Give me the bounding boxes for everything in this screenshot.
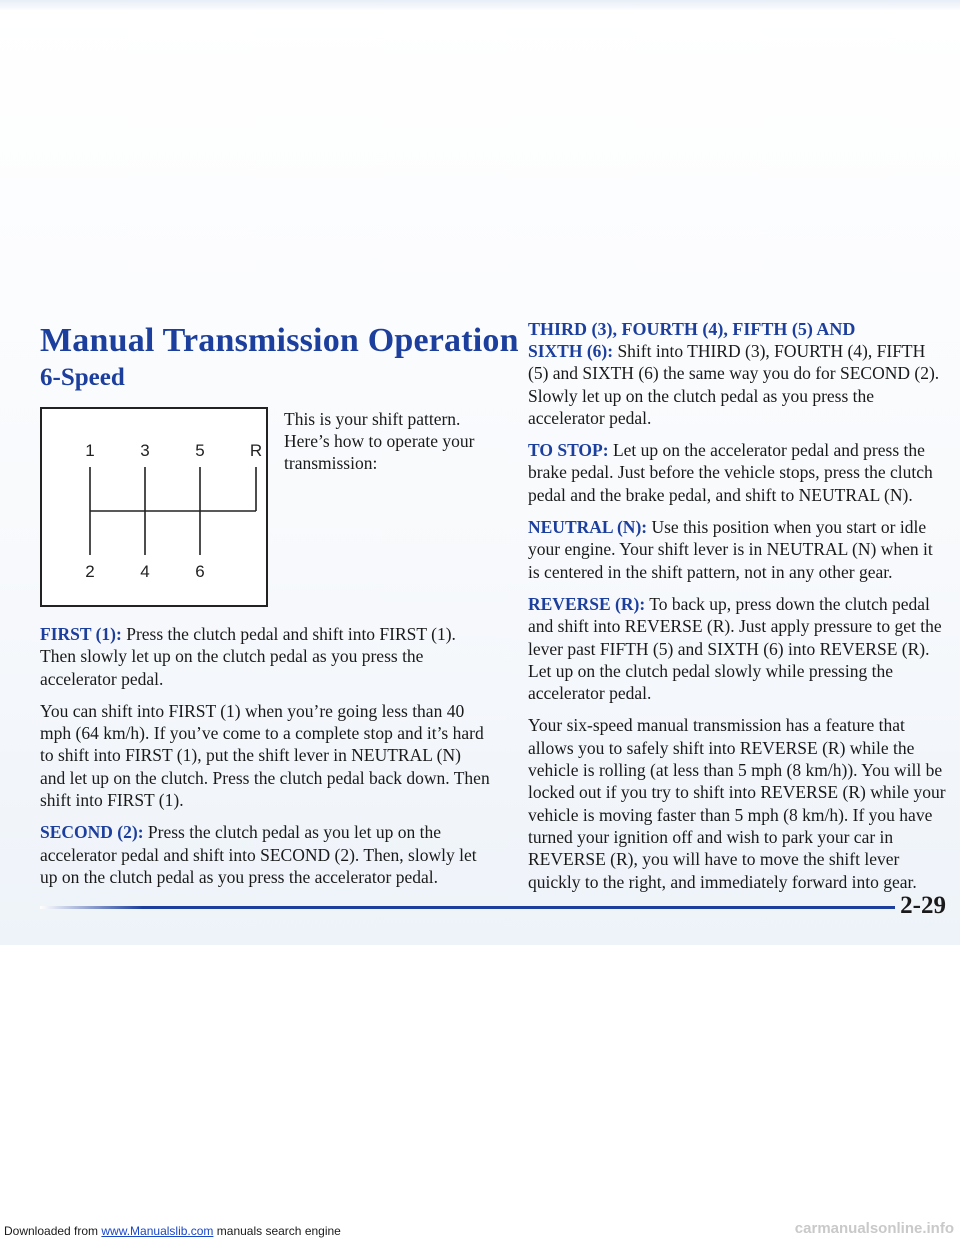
right-column [528,319,948,893]
second-gear-text: Press the clutch pedal as you let up on the accelerator pedal and shift into SECOND (2). Then, slowly let up on the clutch pedal as you press the accelerator pedal. [40,822,477,887]
gear-label-r: R [249,441,263,460]
gear-label-2: 2 [85,562,95,581]
neutral-label: NEUTRAL (N): [528,517,648,538]
gear-label-4: 4 [140,562,150,581]
footer-rule [40,906,895,909]
reverse-label: REVERSE (R): [528,593,646,614]
download-footer [4,1224,341,1238]
second-gear-paragraph [40,821,490,888]
shift-pattern-svg [42,409,266,605]
left-column [40,623,490,888]
shift-pattern-diagram [40,407,268,607]
watermark-text: carmanualsonline.info [794,1220,954,1237]
download-prefix: Downloaded from [4,1224,102,1238]
to-stop-text: Let up on the accelerator pedal and press the brake pedal. Just before the vehicle stops, press the clutch pedal and the brake pedal, and shift to NEUTRAL (N). [528,440,933,505]
first-gear-text: Press the clutch pedal and shift into FIRST (1). Then slowly let up on the clutch pedal as you press the accelerator pedal. [40,624,456,689]
neutral-paragraph [528,516,948,583]
intro-text: This is your shift pattern. Here’s how to operate your transmission: [284,409,475,473]
first-gear-note-paragraph: You can shift into FIRST (1) when you’re going less than 40 mph (64 km/h). If you’ve come to a complete stop and it’s hard to shift into FIRST (1), put the shift lever in NEUTRAL (N) and let up on the clutch. Press the clutch pedal back down. Then shift into FIRST (1). [40,700,490,811]
sixth-gear-label: SIXTH (6): [528,341,614,361]
gear-label-3: 3 [140,441,150,460]
page-title: Manual Transmission Operation [40,322,519,359]
gear-label-6: 6 [195,562,205,581]
page-number: 2-29 [900,892,946,919]
reverse-feature-paragraph: Your six-speed manual transmission has a feature that allows you to safely shift into REVERSE (R) while the vehicle is rolling (at less than 5 mph (8 km/h)). You will be locked out if you try to shift into REVERSE (R) while your vehicle is moving faster than 5 mph (8 km/h). If you have turned your ignition off and wish to park your car in REVERSE (R), you will have to move the shift lever quickly to the right, and immediately forward into gear. [528,715,946,892]
third-sixth-text: Shift into THIRD (3), FOURTH (4), FIFTH (5) and SIXTH (6) the same way you do for SECOND (2). Slowly let up on the clutch pedal as you press the accelerator pedal. [528,341,940,428]
third-sixth-paragraph [528,340,948,429]
manualslib-link[interactable]: www.Manualslib.com [101,1224,214,1238]
neutral-text: Use this position when you start or idle your engine. Your shift lever is in NEUTRAL (N) when it is centered in the shift pattern, not in any other gear. [528,517,933,582]
reverse-paragraph [528,593,948,704]
gear-label-1: 1 [85,441,95,460]
gear-label-5: 5 [195,441,205,460]
to-stop-label: TO STOP: [528,440,609,461]
section-subtitle: 6-Speed [40,364,125,391]
download-suffix: manuals search engine [213,1224,341,1238]
second-gear-label: SECOND (2): [40,822,144,843]
to-stop-paragraph [528,439,948,506]
reverse-text: To back up, press down the clutch pedal and shift into REVERSE (R). Just apply pressure to get the lever past FIFTH (5) and SIXTH (6) into REVERSE (R). Let up on the clutch pedal slowly while pressing the accelerator pedal. [528,593,942,704]
third-sixth-heading: THIRD (3), FOURTH (4), FIFTH (5) AND [528,319,856,339]
first-gear-paragraph [40,623,490,690]
first-gear-label: FIRST (1): [40,624,122,644]
